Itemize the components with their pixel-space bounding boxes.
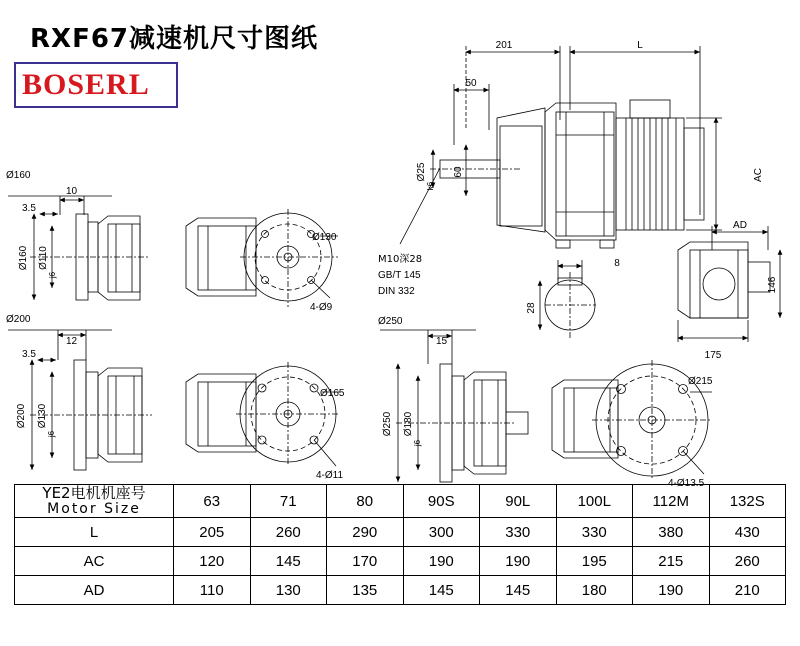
table-row — [15, 547, 786, 576]
dim-d130-tol: j6 — [47, 430, 56, 438]
size-cell: 71 — [250, 485, 327, 518]
row-label: AC — [15, 547, 174, 576]
dim-AC: AC — [753, 168, 764, 182]
dim-L: L — [637, 40, 643, 51]
dim-d130-right: Ø130 — [312, 232, 337, 243]
dim-28: 28 — [526, 302, 537, 314]
dim-d160-top: Ø160 — [6, 170, 31, 181]
dim-3p5-b: 3.5 — [22, 349, 36, 360]
dim-10: 10 — [66, 186, 78, 197]
row-value: 120 — [174, 547, 251, 576]
motor-size-header-cn: YE2电机机座号 — [42, 484, 146, 502]
dim-holes-11: 4-Ø11 — [316, 470, 344, 481]
row-value: 145 — [403, 576, 480, 605]
dim-d200-top: Ø200 — [6, 314, 31, 325]
row-label: L — [15, 518, 174, 547]
dim-3p5-a: 3.5 — [22, 203, 36, 214]
size-cell: 112M — [633, 485, 710, 518]
dim-60: 60 — [453, 166, 464, 178]
row-value: 430 — [709, 518, 786, 547]
dim-d165: Ø165 — [320, 388, 345, 399]
dim-175: 175 — [704, 350, 722, 361]
row-value: 330 — [480, 518, 557, 547]
row-value: 180 — [556, 576, 633, 605]
row-value: 190 — [633, 576, 710, 605]
row-value: 260 — [709, 547, 786, 576]
row-value: 215 — [633, 547, 710, 576]
note-din332: DIN 332 — [378, 286, 415, 297]
dim-d250-top: Ø250 — [378, 316, 403, 327]
size-cell: 63 — [174, 485, 251, 518]
dim-d110-tol: j6 — [48, 271, 57, 279]
dim-15: 15 — [436, 336, 448, 347]
motor-size-header-en: Motor Size — [47, 501, 141, 517]
row-value: 260 — [250, 518, 327, 547]
page-title: RXF67减速机尺寸图纸 — [30, 24, 319, 54]
row-value: 145 — [480, 576, 557, 605]
size-cell: 80 — [327, 485, 404, 518]
row-value: 330 — [556, 518, 633, 547]
dim-AD: AD — [733, 220, 747, 231]
motor-size-header — [15, 485, 174, 518]
row-value: 290 — [327, 518, 404, 547]
row-value: 300 — [403, 518, 480, 547]
table-row — [15, 576, 786, 605]
spec-table — [14, 484, 786, 605]
size-cell: 90S — [403, 485, 480, 518]
row-value: 170 — [327, 547, 404, 576]
row-value: 190 — [480, 547, 557, 576]
dim-d130-left: Ø130 — [37, 403, 48, 429]
table-row — [15, 518, 786, 547]
dim-d180-tol: j6 — [413, 439, 422, 447]
row-value: 145 — [250, 547, 327, 576]
row-value: 190 — [403, 547, 480, 576]
dim-201: 201 — [495, 40, 513, 51]
note-m10: M10深28 — [378, 254, 423, 265]
dim-d250-left: Ø250 — [382, 411, 393, 437]
row-value: 195 — [556, 547, 633, 576]
row-label: AD — [15, 576, 174, 605]
dim-d180: Ø180 — [403, 411, 414, 437]
size-cell: 132S — [709, 485, 786, 518]
size-cell: 100L — [556, 485, 633, 518]
table-row — [15, 485, 786, 518]
dim-12: 12 — [66, 336, 78, 347]
dim-d25: Ø25 — [416, 162, 427, 182]
dim-8: 8 — [614, 258, 620, 269]
row-value: 135 — [327, 576, 404, 605]
dim-d160-left: Ø160 — [18, 245, 29, 271]
note-gbt145: GB/T 145 — [378, 270, 421, 281]
row-value: 210 — [709, 576, 786, 605]
row-value: 205 — [174, 518, 251, 547]
row-value: 110 — [174, 576, 251, 605]
dim-holes-9: 4-Ø9 — [310, 302, 333, 313]
dim-d25-tol: k6 — [426, 181, 435, 191]
dim-50: 50 — [465, 78, 477, 89]
logo-text: BOSERL — [22, 68, 150, 101]
dim-d110: Ø110 — [38, 246, 49, 270]
dim-holes-13p5: 4-Ø13.5 — [668, 478, 705, 489]
row-value: 380 — [633, 518, 710, 547]
row-value: 130 — [250, 576, 327, 605]
dim-d200-left: Ø200 — [16, 403, 27, 429]
dim-d215: Ø215 — [688, 376, 713, 387]
dim-146: 146 — [767, 276, 778, 294]
size-cell: 90L — [480, 485, 557, 518]
